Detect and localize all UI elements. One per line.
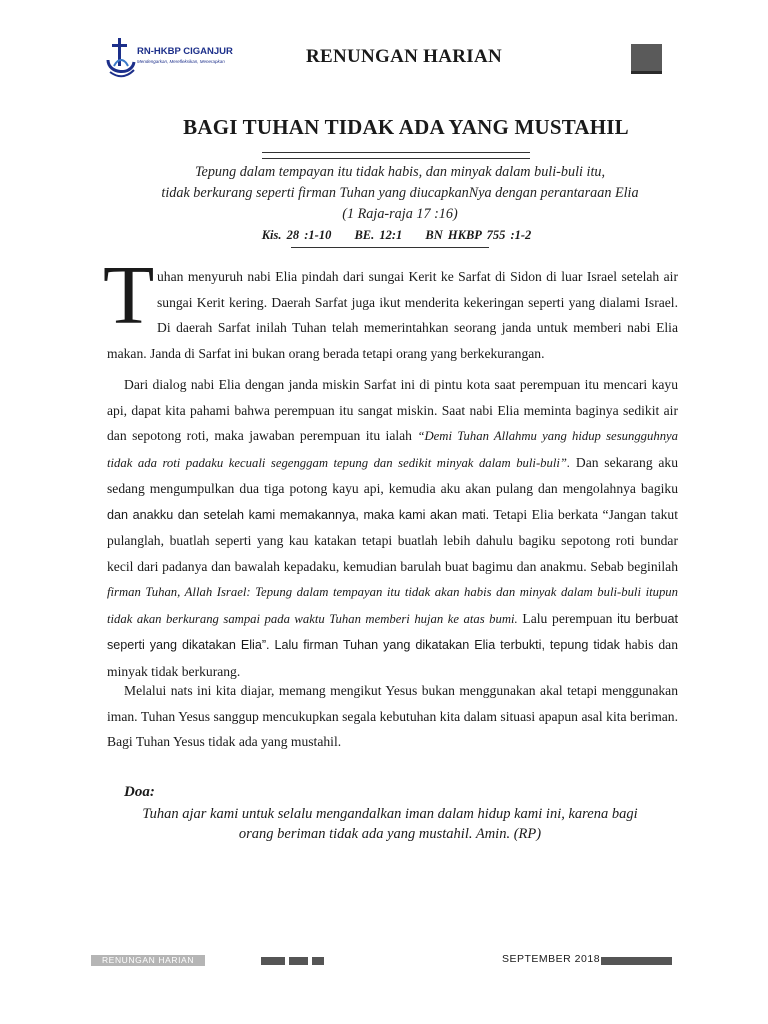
quote-text: firman Tuhan, Allah Israel: Tepung dalam tempayan itu tidak akan habis dan minyak dalam buli-buli itupun tidak akan berkurang sampai pada waktu Tuhan memberi hujan ke atas bumi. — [107, 585, 678, 626]
paragraph-text: Dari dialog nabi Elia dengan janda miskin Sarfat ini di pintu kota saat perempuan itu mencari kayu api, dapat kita pahami bahwa perempuan itu sangat miskin. Saat nabi Elia meminta baginya sedikit air dan sepotong roti, maka jawaban perempuan itu ialah — [107, 377, 678, 443]
prayer-line: orang beriman tidak ada yang mustahil. Amin. (RP) — [238, 826, 542, 842]
paragraph-2 — [107, 372, 678, 684]
prayer-label: Doa: — [124, 784, 155, 800]
verse-line: tidak berkurang seperti firman Tuhan yang diucapkanNya dengan perantaraan Elia — [161, 185, 639, 201]
header-title: RENUNGAN HARIAN — [305, 46, 503, 67]
reference-item: BN HKBP 755 :1-2 — [425, 228, 532, 242]
reference-item: BE. 12:1 — [354, 228, 403, 242]
footer-label: RENUNGAN HARIAN — [91, 955, 205, 966]
verse-line: Tepung dalam tempayan itu tidak habis, dan minyak dalam buli-buli itu, — [194, 164, 606, 180]
footer-decoration — [601, 957, 672, 965]
quote-text: “Demi Tuhan Allahmu yang hidup sesungguhnya tidak ada roti padaku kecuali segenggam tepung dan sedikit minyak dalam buli-buli”. — [107, 429, 679, 470]
paragraph-text: Dan sekarang aku sedang mengumpulkan dua tiga potong kayu api, kemudia aku akan pulang dan mengolahnya bagiku — [107, 454, 678, 496]
verse-reference: (1 Raja-raja 17 :16) — [342, 206, 458, 222]
footer-decoration — [312, 957, 324, 965]
prayer-text — [120, 804, 660, 844]
scripture-references — [0, 228, 768, 243]
logo-tagline: Mendengarkan, Merefleksikan, Menerapkan — [137, 59, 225, 64]
paragraph-text: habis dan minyak tidak berkurang. — [107, 637, 678, 679]
footer-date: SEPTEMBER 2018 — [502, 953, 601, 965]
footer-decoration — [261, 957, 285, 965]
paragraph-text: Melalui nats ini kita diajar, memang mengikut Yesus bukan menggunakan akal tetapi menggunakan iman. Tuhan Yesus sanggup mencukupkan segala kebutuhan kita dalam situasi apapun asal kita beriman. Bagi Tuhan Yesus tidak ada yang mustahil. — [107, 683, 678, 749]
reference-item: Kis. 28 :1-10 — [261, 228, 332, 242]
paragraph-text: Tetapi Elia berkata “Jangan takut pulanglah, buatlah seperti yang kau katakan tetapi buatlah lebih dahulu bagiku sepotong roti bundar kecil dari padanya dan bawalah kepadaku, kemudian barulah buat bagimu dan anakmu. Sebab beginilah — [107, 506, 678, 574]
footer-decoration — [289, 957, 308, 965]
paragraph-text: itu berbuat seperti yang dikatakan Elia”. Lalu firman Tuhan yang dikatakan Elia terbukti, tepung tidak — [107, 611, 679, 652]
drop-cap: T — [103, 249, 155, 342]
header-decoration — [631, 44, 662, 74]
paragraph-3 — [107, 678, 678, 755]
logo-name: RN-HKBP CIGANJUR — [137, 46, 233, 57]
verse-block — [120, 162, 680, 225]
references-divider — [291, 247, 489, 248]
paragraph-text: Lalu perempuan — [517, 610, 618, 626]
title-divider — [262, 152, 530, 159]
page-title: BAGI TUHAN TIDAK ADA YANG MUSTAHIL — [183, 115, 629, 139]
paragraph-text: dan anakku dan setelah kami memakannya, maka kami akan mati. — [107, 507, 490, 522]
prayer-line: Tuhan ajar kami untuk selalu mengandalkan iman dalam hidup kami ini, karena bagi — [142, 806, 638, 822]
paragraph-1 — [107, 264, 678, 366]
paragraph-text: uhan menyuruh nabi Elia pindah dari sungai Kerit ke Sarfat di Sidon di luar Israel setelah air sungai Kerit kering. Daerah Sarfat juga ikut menderita kekeringan seperti yang dialami Israel. Di daerah Sarfat inilah Tuhan telah memerintahkan seorang janda untuk memberi nabi Elia makan. Janda di Sarfat ini bukan orang berada tetapi orang yang berkekurangan. — [107, 269, 678, 361]
